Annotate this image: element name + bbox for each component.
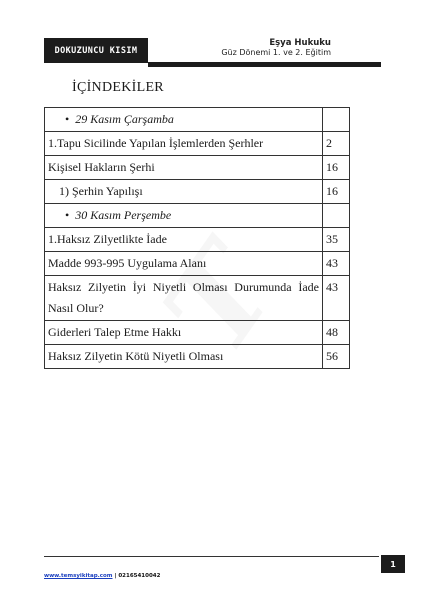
toc-heading: İÇİNDEKİLER [72, 80, 164, 95]
toc-page-number: 2 [323, 132, 350, 156]
toc-entry-title [45, 180, 323, 204]
toc-entry-title [45, 156, 323, 180]
toc-entry-title [45, 345, 323, 369]
toc-page-number: 43 [323, 276, 350, 321]
course-header [221, 38, 331, 58]
toc-page-number: 16 [323, 156, 350, 180]
toc-entry-title [45, 276, 323, 321]
toc-entry-row[interactable] [45, 228, 350, 252]
header-divider [148, 62, 381, 67]
toc-page-number: 48 [323, 321, 350, 345]
website-link[interactable]: www.temsyikitap.com [44, 573, 113, 579]
toc-entry-title [45, 204, 323, 228]
toc-page-number: 43 [323, 252, 350, 276]
toc-entry-label: Giderleri Talep Etme Hakkı [48, 325, 182, 339]
toc-entry-row[interactable] [45, 132, 350, 156]
footer-contact [44, 573, 160, 579]
toc-entry-label: 30 Kasım Perşembe [75, 208, 172, 222]
toc-page-number: 16 [323, 180, 350, 204]
toc-entry-row[interactable] [45, 252, 350, 276]
footer-divider [44, 556, 379, 557]
toc-entry-title [45, 228, 323, 252]
toc-section-row[interactable] [45, 108, 350, 132]
toc-entry-label: 1.Tapu Sicilinde Yapılan İşlemlerden Şerhler [48, 136, 264, 150]
toc-page-number [323, 108, 350, 132]
phone-number: 02165410042 [118, 573, 161, 579]
toc-entry-label: 29 Kasım Çarşamba [75, 112, 174, 126]
toc-entry-label: Madde 993-995 Uygulama Alanı [48, 256, 207, 270]
toc-entry-row[interactable] [45, 180, 350, 204]
toc-entry-label: 1.Haksız Zilyetlikte İade [48, 232, 167, 246]
toc-entry-label: Haksız Zilyetin Kötü Niyetli Olması [48, 349, 224, 363]
toc-entry-label: Kişisel Hakların Şerhi [48, 160, 155, 174]
section-label: DOKUZUNCU KISIM [44, 38, 148, 63]
course-subtitle: Güz Dönemi 1. ve 2. Eğitim [221, 48, 331, 57]
toc-page-number: 35 [323, 228, 350, 252]
bullet-icon: • [65, 112, 70, 126]
toc-entry-label: Haksız Zilyetin İyi Niyetli Olması Durumunda İade Nasıl Olur? [48, 280, 319, 315]
toc-page-number: 56 [323, 345, 350, 369]
toc-entry-row[interactable] [45, 276, 350, 321]
toc-entry-row[interactable] [45, 321, 350, 345]
page-number: 1 [381, 555, 405, 573]
toc-section-row[interactable] [45, 204, 350, 228]
bullet-icon: • [65, 208, 70, 222]
toc-entry-title [45, 252, 323, 276]
toc-entry-row[interactable] [45, 345, 350, 369]
toc-entry-title [45, 132, 323, 156]
course-title: Eşya Hukuku [269, 38, 331, 48]
toc-entry-title [45, 321, 323, 345]
toc-entry-row[interactable] [45, 156, 350, 180]
toc-entry-title [45, 108, 323, 132]
toc-table [44, 107, 350, 369]
toc-entry-label: 1) Şerhin Yapılışı [59, 184, 143, 198]
toc-page-number [323, 204, 350, 228]
footer-separator: | [112, 573, 119, 579]
